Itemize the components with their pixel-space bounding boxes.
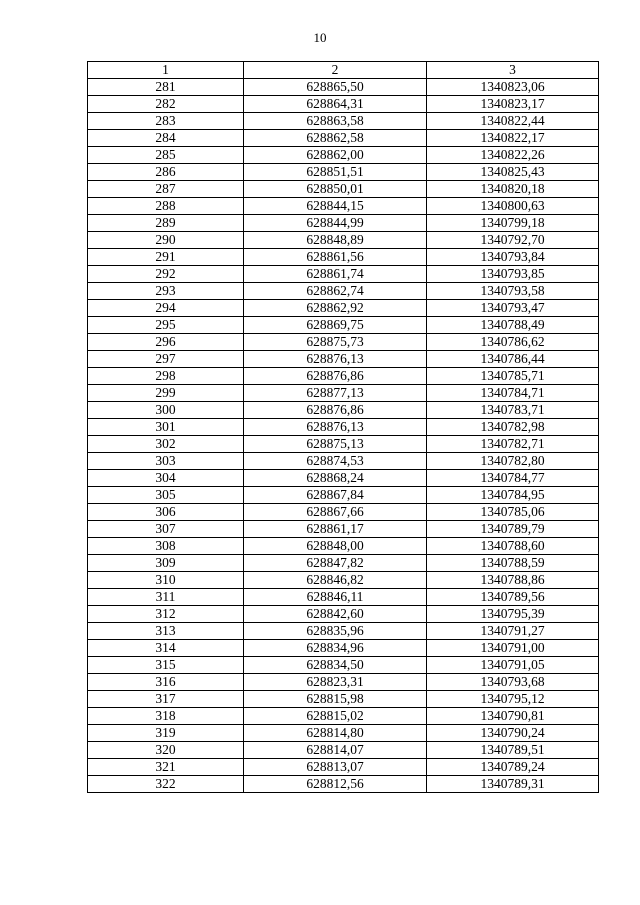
point-number-cell: 289 [88, 215, 244, 232]
point-number-cell: 300 [88, 402, 244, 419]
x-coordinate-cell: 628862,74 [244, 283, 427, 300]
y-coordinate-cell: 1340825,43 [427, 164, 599, 181]
coordinates-table [87, 61, 599, 793]
point-number-cell: 307 [88, 521, 244, 538]
table-row [88, 215, 599, 232]
y-coordinate-cell: 1340823,17 [427, 96, 599, 113]
y-coordinate-cell: 1340823,06 [427, 79, 599, 96]
x-coordinate-cell: 628862,00 [244, 147, 427, 164]
point-number-cell: 291 [88, 249, 244, 266]
point-number-cell: 297 [88, 351, 244, 368]
x-coordinate-cell: 628876,86 [244, 368, 427, 385]
table-row [88, 589, 599, 606]
y-coordinate-cell: 1340786,44 [427, 351, 599, 368]
x-coordinate-cell: 628869,75 [244, 317, 427, 334]
point-number-cell: 296 [88, 334, 244, 351]
table-row [88, 113, 599, 130]
column-header-1: 1 [88, 62, 244, 79]
x-coordinate-cell: 628847,82 [244, 555, 427, 572]
y-coordinate-cell: 1340789,51 [427, 742, 599, 759]
point-number-cell: 294 [88, 300, 244, 317]
table-row [88, 249, 599, 266]
x-coordinate-cell: 628861,56 [244, 249, 427, 266]
table-row [88, 351, 599, 368]
table-row [88, 640, 599, 657]
y-coordinate-cell: 1340788,49 [427, 317, 599, 334]
point-number-cell: 313 [88, 623, 244, 640]
table-row [88, 572, 599, 589]
point-number-cell: 314 [88, 640, 244, 657]
y-coordinate-cell: 1340782,98 [427, 419, 599, 436]
x-coordinate-cell: 628862,58 [244, 130, 427, 147]
x-coordinate-cell: 628865,50 [244, 79, 427, 96]
table-row [88, 79, 599, 96]
point-number-cell: 287 [88, 181, 244, 198]
point-number-cell: 302 [88, 436, 244, 453]
table-row [88, 623, 599, 640]
y-coordinate-cell: 1340782,80 [427, 453, 599, 470]
table-row [88, 436, 599, 453]
y-coordinate-cell: 1340793,68 [427, 674, 599, 691]
x-coordinate-cell: 628823,31 [244, 674, 427, 691]
point-number-cell: 320 [88, 742, 244, 759]
x-coordinate-cell: 628875,13 [244, 436, 427, 453]
table-row [88, 470, 599, 487]
x-coordinate-cell: 628862,92 [244, 300, 427, 317]
x-coordinate-cell: 628846,11 [244, 589, 427, 606]
table-row [88, 504, 599, 521]
y-coordinate-cell: 1340785,06 [427, 504, 599, 521]
point-number-cell: 306 [88, 504, 244, 521]
x-coordinate-cell: 628876,13 [244, 419, 427, 436]
x-coordinate-cell: 628834,50 [244, 657, 427, 674]
y-coordinate-cell: 1340793,58 [427, 283, 599, 300]
point-number-cell: 281 [88, 79, 244, 96]
point-number-cell: 301 [88, 419, 244, 436]
x-coordinate-cell: 628814,07 [244, 742, 427, 759]
x-coordinate-cell: 628867,84 [244, 487, 427, 504]
point-number-cell: 293 [88, 283, 244, 300]
point-number-cell: 321 [88, 759, 244, 776]
point-number-cell: 303 [88, 453, 244, 470]
point-number-cell: 319 [88, 725, 244, 742]
table-row [88, 725, 599, 742]
x-coordinate-cell: 628861,17 [244, 521, 427, 538]
table-row [88, 691, 599, 708]
table-row [88, 521, 599, 538]
y-coordinate-cell: 1340789,79 [427, 521, 599, 538]
x-coordinate-cell: 628848,00 [244, 538, 427, 555]
x-coordinate-cell: 628842,60 [244, 606, 427, 623]
y-coordinate-cell: 1340799,18 [427, 215, 599, 232]
table-row [88, 266, 599, 283]
x-coordinate-cell: 628875,73 [244, 334, 427, 351]
y-coordinate-cell: 1340784,95 [427, 487, 599, 504]
page-number: 10 [313, 30, 327, 45]
y-coordinate-cell: 1340822,17 [427, 130, 599, 147]
table-row [88, 385, 599, 402]
y-coordinate-cell: 1340790,81 [427, 708, 599, 725]
table-row [88, 453, 599, 470]
point-number-cell: 285 [88, 147, 244, 164]
y-coordinate-cell: 1340822,26 [427, 147, 599, 164]
x-coordinate-cell: 628815,02 [244, 708, 427, 725]
table-row [88, 487, 599, 504]
point-number-cell: 283 [88, 113, 244, 130]
table-row [88, 147, 599, 164]
x-coordinate-cell: 628815,98 [244, 691, 427, 708]
y-coordinate-cell: 1340788,60 [427, 538, 599, 555]
table-row [88, 164, 599, 181]
point-number-cell: 288 [88, 198, 244, 215]
y-coordinate-cell: 1340790,24 [427, 725, 599, 742]
y-coordinate-cell: 1340788,59 [427, 555, 599, 572]
point-number-cell: 299 [88, 385, 244, 402]
table-row [88, 674, 599, 691]
y-coordinate-cell: 1340791,00 [427, 640, 599, 657]
x-coordinate-cell: 628877,13 [244, 385, 427, 402]
x-coordinate-cell: 628867,66 [244, 504, 427, 521]
point-number-cell: 310 [88, 572, 244, 589]
point-number-cell: 316 [88, 674, 244, 691]
table-row [88, 402, 599, 419]
table-row [88, 742, 599, 759]
point-number-cell: 305 [88, 487, 244, 504]
x-coordinate-cell: 628814,80 [244, 725, 427, 742]
table-row [88, 759, 599, 776]
point-number-cell: 312 [88, 606, 244, 623]
column-header-2: 2 [244, 62, 427, 79]
y-coordinate-cell: 1340792,70 [427, 232, 599, 249]
x-coordinate-cell: 628812,56 [244, 776, 427, 793]
table-header [88, 62, 599, 79]
point-number-cell: 311 [88, 589, 244, 606]
x-coordinate-cell: 628846,82 [244, 572, 427, 589]
point-number-cell: 284 [88, 130, 244, 147]
header-row [88, 62, 599, 79]
point-number-cell: 308 [88, 538, 244, 555]
x-coordinate-cell: 628863,58 [244, 113, 427, 130]
y-coordinate-cell: 1340786,62 [427, 334, 599, 351]
x-coordinate-cell: 628864,31 [244, 96, 427, 113]
table-row [88, 606, 599, 623]
y-coordinate-cell: 1340791,05 [427, 657, 599, 674]
y-coordinate-cell: 1340788,86 [427, 572, 599, 589]
point-number-cell: 318 [88, 708, 244, 725]
table-row [88, 300, 599, 317]
y-coordinate-cell: 1340800,63 [427, 198, 599, 215]
table-row [88, 317, 599, 334]
point-number-cell: 309 [88, 555, 244, 572]
y-coordinate-cell: 1340782,71 [427, 436, 599, 453]
y-coordinate-cell: 1340791,27 [427, 623, 599, 640]
point-number-cell: 282 [88, 96, 244, 113]
y-coordinate-cell: 1340784,71 [427, 385, 599, 402]
point-number-cell: 315 [88, 657, 244, 674]
y-coordinate-cell: 1340822,44 [427, 113, 599, 130]
table-row [88, 555, 599, 572]
table-row [88, 130, 599, 147]
table-row [88, 96, 599, 113]
x-coordinate-cell: 628850,01 [244, 181, 427, 198]
table-row [88, 708, 599, 725]
table-row [88, 657, 599, 674]
x-coordinate-cell: 628868,24 [244, 470, 427, 487]
y-coordinate-cell: 1340784,77 [427, 470, 599, 487]
y-coordinate-cell: 1340820,18 [427, 181, 599, 198]
x-coordinate-cell: 628848,89 [244, 232, 427, 249]
x-coordinate-cell: 628876,13 [244, 351, 427, 368]
y-coordinate-cell: 1340793,47 [427, 300, 599, 317]
table-row [88, 334, 599, 351]
x-coordinate-cell: 628834,96 [244, 640, 427, 657]
x-coordinate-cell: 628835,96 [244, 623, 427, 640]
point-number-cell: 317 [88, 691, 244, 708]
x-coordinate-cell: 628851,51 [244, 164, 427, 181]
table-row [88, 776, 599, 793]
x-coordinate-cell: 628876,86 [244, 402, 427, 419]
y-coordinate-cell: 1340783,71 [427, 402, 599, 419]
point-number-cell: 292 [88, 266, 244, 283]
y-coordinate-cell: 1340795,39 [427, 606, 599, 623]
y-coordinate-cell: 1340795,12 [427, 691, 599, 708]
y-coordinate-cell: 1340789,56 [427, 589, 599, 606]
table-row [88, 283, 599, 300]
point-number-cell: 295 [88, 317, 244, 334]
table-row [88, 232, 599, 249]
y-coordinate-cell: 1340789,24 [427, 759, 599, 776]
table-row [88, 198, 599, 215]
table-row [88, 538, 599, 555]
table-row [88, 181, 599, 198]
table-row [88, 419, 599, 436]
y-coordinate-cell: 1340785,71 [427, 368, 599, 385]
x-coordinate-cell: 628813,07 [244, 759, 427, 776]
y-coordinate-cell: 1340793,85 [427, 266, 599, 283]
x-coordinate-cell: 628874,53 [244, 453, 427, 470]
point-number-cell: 286 [88, 164, 244, 181]
y-coordinate-cell: 1340793,84 [427, 249, 599, 266]
table-row [88, 368, 599, 385]
x-coordinate-cell: 628861,74 [244, 266, 427, 283]
column-header-3: 3 [427, 62, 599, 79]
point-number-cell: 290 [88, 232, 244, 249]
point-number-cell: 298 [88, 368, 244, 385]
x-coordinate-cell: 628844,99 [244, 215, 427, 232]
x-coordinate-cell: 628844,15 [244, 198, 427, 215]
point-number-cell: 304 [88, 470, 244, 487]
table-body [88, 79, 599, 793]
point-number-cell: 322 [88, 776, 244, 793]
y-coordinate-cell: 1340789,31 [427, 776, 599, 793]
